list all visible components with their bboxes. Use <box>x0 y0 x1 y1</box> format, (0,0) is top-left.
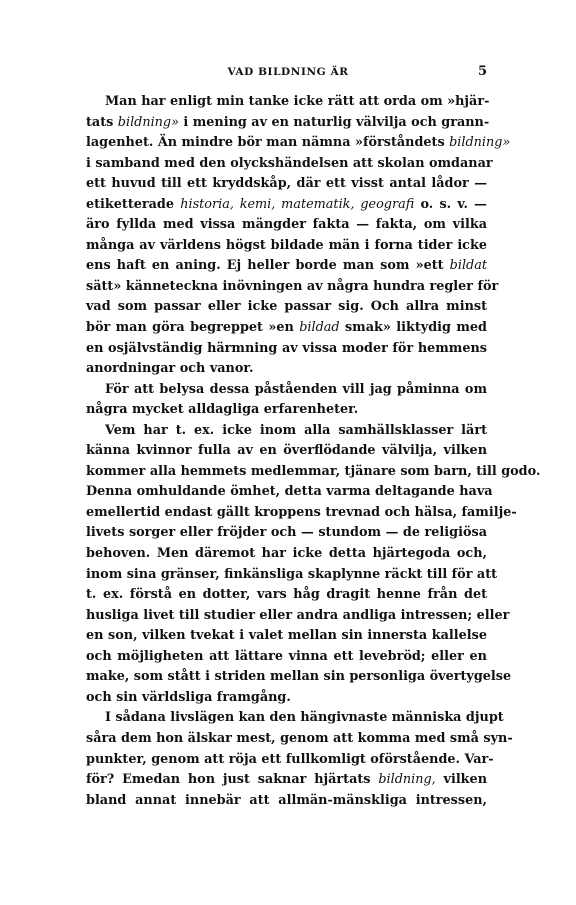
text-segment: sätt» känneteckna inövningen av några hundra regler för <box>86 278 499 294</box>
text-segment: anordningar och vanor. <box>86 361 254 377</box>
text-line <box>86 339 487 360</box>
text-line <box>86 195 487 216</box>
text-segment: tats <box>86 114 118 130</box>
text-line <box>86 585 487 606</box>
text-segment: vilken <box>435 772 487 788</box>
text-line <box>86 215 487 236</box>
text-segment: t. ex. förstå en dotter, vars håg dragit henne från det <box>86 587 487 603</box>
text-line <box>86 503 517 524</box>
text-segment: många av världens högst bildade män i forna tider icke <box>86 237 487 253</box>
text-line <box>86 667 512 688</box>
text-segment: en osjälvständig härmning av vissa moder för hemmens <box>86 340 487 356</box>
text-segment: äro fyllda med vissa mängder fakta — fakta, om vilka <box>86 217 487 233</box>
italic-text: bildning, <box>378 772 436 788</box>
text-segment: behoven. Men däremot har icke detta hjärtegoda och, <box>86 546 487 562</box>
body-text <box>86 92 541 811</box>
text-line <box>86 256 487 277</box>
text-segment: I sådana livslägen kan den hängivnaste människa djupt <box>105 710 504 726</box>
text-segment: kommer alla hemmets medlemmar, tjänare som barn, till godo. <box>86 463 541 479</box>
text-segment: För att belysa dessa påståenden vill jag påminna om <box>105 381 487 397</box>
text-line <box>86 277 499 298</box>
text-line <box>86 791 487 812</box>
running-head <box>0 64 576 80</box>
text-segment: punkter, genom att röja ett fullkomligt oförstående. Var- <box>86 751 494 767</box>
italic-text: historia, kemi, matematik, geografi <box>180 196 415 212</box>
text-line <box>86 565 498 586</box>
text-segment: bland annat innebär att allmän-mänskliga intressen, <box>86 792 487 808</box>
text-line <box>86 647 487 668</box>
text-segment: i mening av en naturlig välvilja och grann- <box>178 114 490 130</box>
text-line <box>86 154 493 175</box>
text-line <box>86 236 487 257</box>
running-title: VAD BILDNING ÄR <box>227 66 349 78</box>
text-segment: ett huvud till ett kryddskåp, där ett visst antal lådor — <box>86 176 487 192</box>
text-segment: vad som passar eller icke passar sig. Och allra minst <box>86 299 487 315</box>
page-number: 5 <box>477 64 487 79</box>
text-line <box>86 462 541 483</box>
text-line <box>86 318 487 339</box>
text-segment: Vem har t. ex. icke inom alla samhällsklasser lärt <box>105 422 487 438</box>
text-segment: känna kvinnor fulla av en överflödande välvilja, vilken <box>86 443 487 459</box>
italic-text: bildat <box>449 258 487 274</box>
text-segment: i samband med den olyckshändelsen att skolan omdanar <box>86 155 493 171</box>
text-segment: emellertid endast gällt kroppens trevnad och hälsa, familje- <box>86 504 517 520</box>
text-segment: Denna omhuldande ömhet, detta varma deltagande hava <box>86 484 493 500</box>
text-segment: etiketterade <box>86 196 181 212</box>
text-segment: smak» liktydig med <box>339 320 487 336</box>
text-segment: livets sorger eller fröjder och — stundom — de religiösa <box>86 525 487 541</box>
text-segment: några mycket alldagliga erfarenheter. <box>86 402 359 418</box>
italic-text: bildad <box>299 320 340 336</box>
text-line <box>86 113 490 134</box>
text-line <box>86 421 487 442</box>
text-line <box>86 92 490 113</box>
text-line <box>86 708 504 729</box>
text-line <box>86 770 487 791</box>
text-line <box>86 750 494 771</box>
text-line <box>86 523 487 544</box>
text-line <box>86 626 487 647</box>
text-segment: inom sina gränser, finkänsliga skaplynne räckt till för att <box>86 566 498 582</box>
italic-text: bildning» <box>449 135 511 151</box>
text-segment: ens haft en aning. Ej heller borde man som »ett <box>86 258 450 274</box>
text-line <box>86 380 487 401</box>
text-line <box>86 174 487 195</box>
text-segment: bör man göra begreppet »en <box>86 320 300 336</box>
text-line <box>86 544 487 565</box>
text-line <box>86 688 487 709</box>
text-line <box>86 400 487 421</box>
text-line <box>86 133 511 154</box>
text-segment: för? Emedan hon just saknar hjärtats <box>86 772 379 788</box>
text-line <box>86 606 510 627</box>
text-line <box>86 297 487 318</box>
text-segment: en son, vilken tvekat i valet mellan sin innersta kallelse <box>86 628 487 644</box>
text-line <box>86 359 487 380</box>
text-segment: såra dem hon älskar mest, genom att komma med små syn- <box>86 730 513 746</box>
text-segment: o. s. v. — <box>414 196 487 212</box>
text-segment: make, som stått i striden mellan sin personliga övertygelse <box>86 669 512 685</box>
text-segment: lagenhet. Än mindre bör man nämna »förståndets <box>86 135 450 151</box>
text-segment: och möjligheten att lättare vinna ett levebröd; eller en <box>86 648 487 664</box>
text-segment: och sin världsliga framgång. <box>86 689 291 705</box>
text-segment: husliga livet till studier eller andra andliga intressen; eller <box>86 607 510 623</box>
text-line <box>86 482 493 503</box>
text-segment: Man har enligt min tanke icke rätt att orda om »hjär- <box>105 94 490 109</box>
text-line <box>86 441 487 462</box>
italic-text: bildning» <box>117 114 179 130</box>
text-line <box>86 729 513 750</box>
